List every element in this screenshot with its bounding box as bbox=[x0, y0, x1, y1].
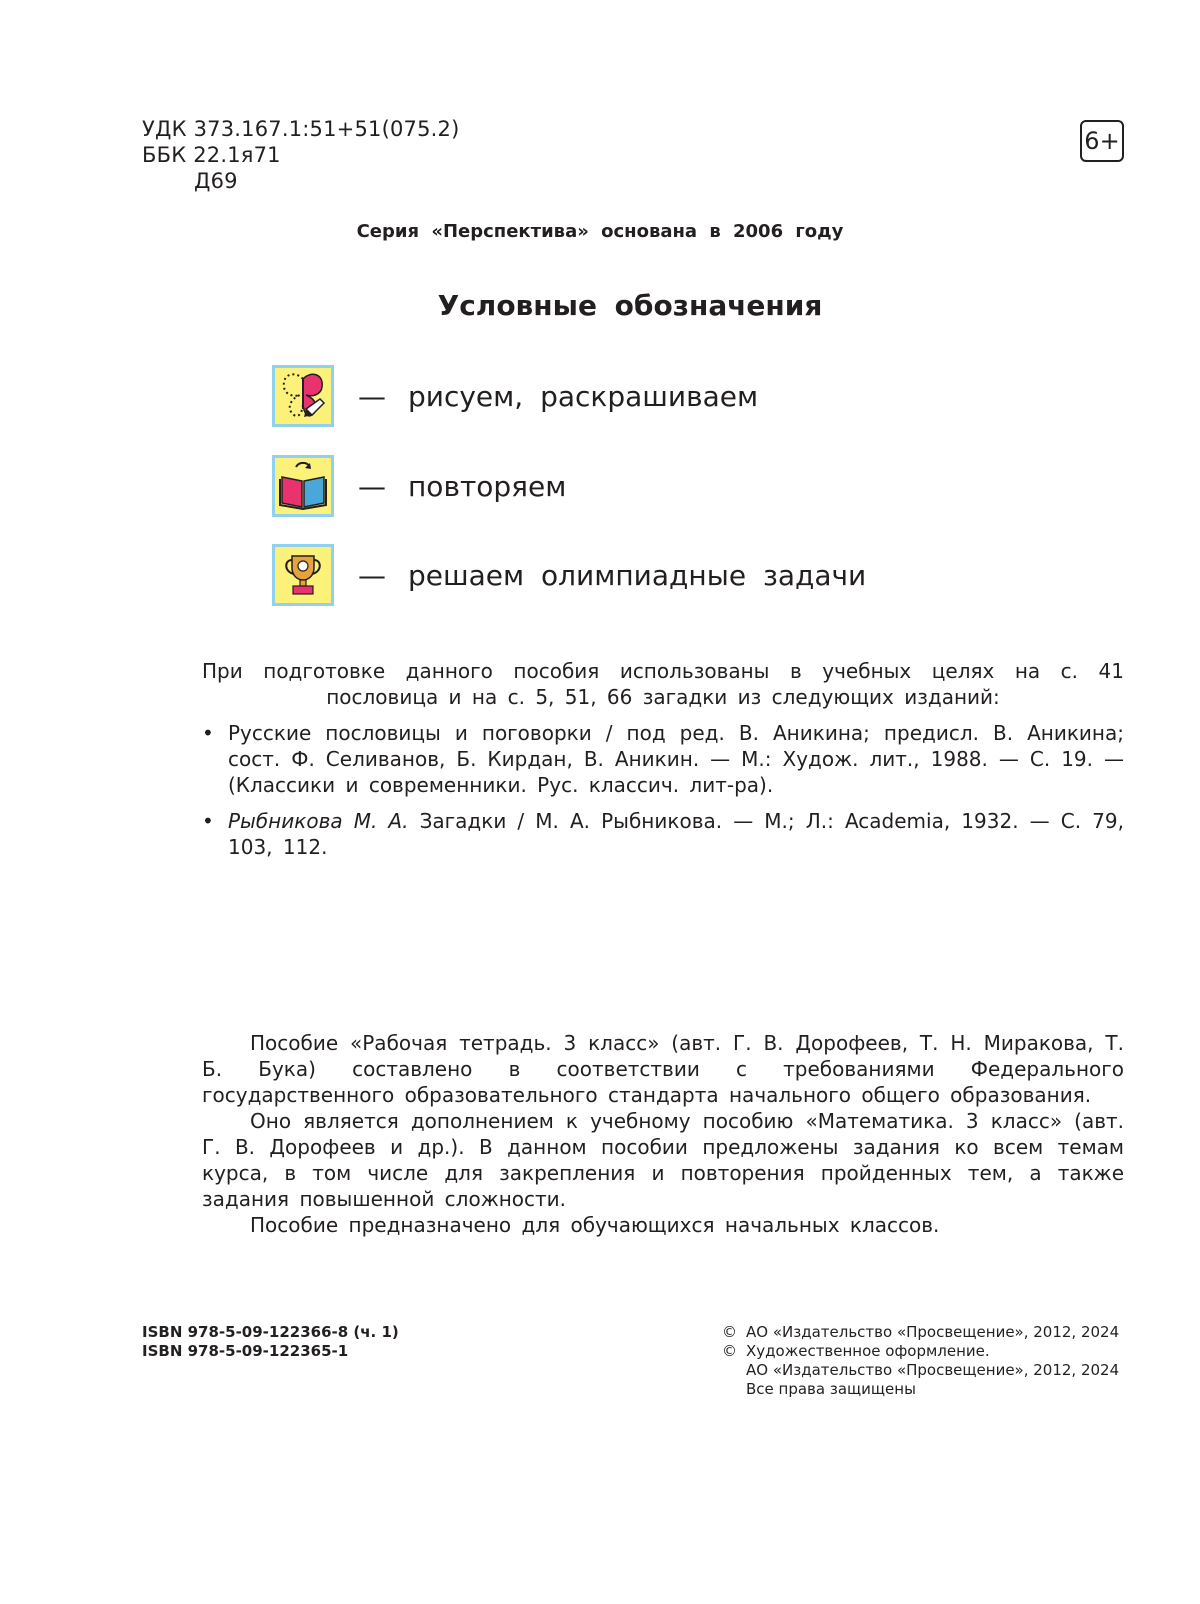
about-paragraph: Пособие предназначено для обучающихся начальных классов. bbox=[250, 1213, 940, 1237]
udk-code: УДК 373.167.1:51+51(075.2) bbox=[142, 117, 460, 141]
age-rating-badge: 6+ bbox=[1080, 120, 1124, 162]
copyright-symbol: © bbox=[722, 1323, 737, 1341]
legend-label: — рисуем, раскрашиваем bbox=[358, 379, 759, 413]
list-item: • Рыбникова М. А. Загадки / М. А. Рыбникова. — М.; Л.: Academia, 1932. — С. 79, 103, 112. bbox=[202, 808, 1124, 860]
copyright-block: © АО «Издательство «Просвещение», 2012, 2024 © Художественное оформление. АО «Издательство «Просвещение», 2012, 2024 Все права защищены bbox=[722, 1323, 1120, 1398]
legend-title: Условные обозначения bbox=[437, 289, 823, 322]
trophy-cup-icon bbox=[272, 544, 334, 606]
open-book-icon bbox=[272, 455, 334, 517]
bbk-code: ББК 22.1я71 bbox=[142, 143, 281, 167]
list-item: • Русские пословицы и поговорки / под ред. В. Аникина; предисл. В. Аникина; сост. Ф. Селиванов, Б. Кирдан, В. Аникин. — М.: Худож. лит., 1988. — С. 19. — (Классики и современники. Рус. классич. лит-ра). bbox=[202, 720, 1124, 798]
isbn-block bbox=[142, 1323, 399, 1361]
copyright-line: Все права защищены bbox=[746, 1380, 916, 1398]
legend-item-repeat bbox=[272, 452, 566, 520]
butterfly-drawing-icon bbox=[272, 365, 334, 427]
author-mark: Д69 bbox=[194, 169, 238, 193]
sources-section bbox=[202, 658, 1124, 870]
about-paragraph: Оно является дополнением к учебному пособию «Математика. 3 класс» (авт. Г. В. Дорофеев и др.). В данном пособии предложены задания ко всем темам курса, в том числе для закрепления и повторения пройденных тем, а также задания повышенной сложности. bbox=[202, 1109, 1124, 1211]
legend-item-olympiad bbox=[272, 541, 866, 609]
isbn-line: ISBN 978-5-09-122365-1 bbox=[142, 1342, 349, 1360]
isbn-line: ISBN 978-5-09-122366-8 (ч. 1) bbox=[142, 1323, 399, 1341]
legend-item-drawing bbox=[272, 362, 758, 430]
legend-label: — повторяем bbox=[358, 469, 567, 503]
sources-list bbox=[202, 720, 1124, 860]
source-author: Рыбникова М. А. bbox=[228, 809, 409, 833]
about-paragraph: Пособие «Рабочая тетрадь. 3 класс» (авт. Г. В. Дорофеев, Т. Н. Миракова, Т. Б. Бука) составлено в соответствии с требованиями Федерального государственного образовательного стандарта начального общего образования. bbox=[202, 1031, 1124, 1107]
copyright-line: АО «Издательство «Просвещение», 2012, 2024 bbox=[746, 1361, 1120, 1379]
sources-intro: При подготовке данного пособия использованы в учебных целях на с. 41 пословица и на с. 5, 51, 66 загадки из следующих изданий: bbox=[202, 659, 1124, 709]
about-section bbox=[202, 1030, 1124, 1238]
copyright-symbol: © bbox=[722, 1342, 737, 1360]
series-note: Серия «Перспектива» основана в 2006 году bbox=[356, 221, 844, 242]
legend-label: — решаем олимпиадные задачи bbox=[358, 558, 867, 592]
catalog-codes bbox=[142, 116, 459, 194]
